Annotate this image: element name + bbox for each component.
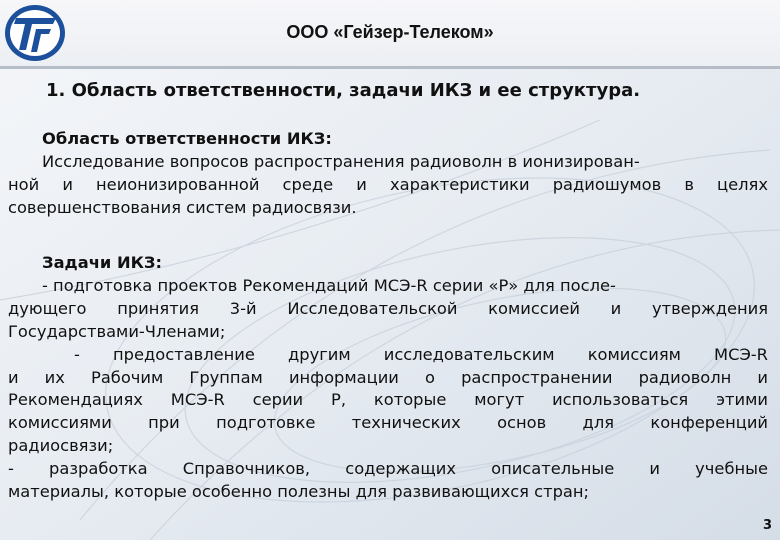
text-line: Государствами-Членами;: [8, 321, 226, 341]
page-number: 3: [762, 518, 772, 533]
text-line: Исследование вопросов распространения радиоволн в ионизирован-: [42, 151, 640, 171]
slide-header: [0, 0, 780, 66]
company-name: ООО «Гейзер-Телеком»: [286, 22, 494, 42]
header-divider: [0, 66, 780, 69]
section-title: Область ответственности ИКЗ:: [42, 129, 332, 148]
slide-heading: 1. Область ответственности, задачи ИКЗ и ее структура.: [46, 80, 641, 101]
text-line: дующего принятия 3-й Исследовательской комиссией и утверждения: [8, 298, 768, 318]
text-line: Рекомендациях МСЭ-R серии P, которые могут использоваться этими: [8, 390, 768, 410]
text-line: и их Рабочим Группам информации о распространении радиоволн и: [8, 367, 768, 387]
text-line: материалы, которые особенно полезны для развивающихся стран;: [8, 482, 590, 502]
section-title: Задачи ИКЗ:: [42, 253, 162, 272]
section-responsibility: [8, 128, 768, 220]
text-line: совершенствования систем радиосвязи.: [8, 197, 357, 217]
section-tasks: [8, 252, 768, 504]
text-line: - разработка Справочников, содержащих описательные и учебные: [8, 459, 768, 479]
text-line: - подготовка проектов Рекомендаций МСЭ-R серии «P» для после-: [42, 275, 616, 295]
text-line: - предоставление другим исследовательским комиссиям МСЭ-R: [74, 344, 768, 364]
text-line: ной и неионизированной среде и характеристики радиошумов в целях: [8, 174, 768, 194]
text-line: радиосвязи;: [8, 436, 114, 456]
text-line: комиссиями при подготовке технических основ для конференций: [8, 413, 768, 433]
